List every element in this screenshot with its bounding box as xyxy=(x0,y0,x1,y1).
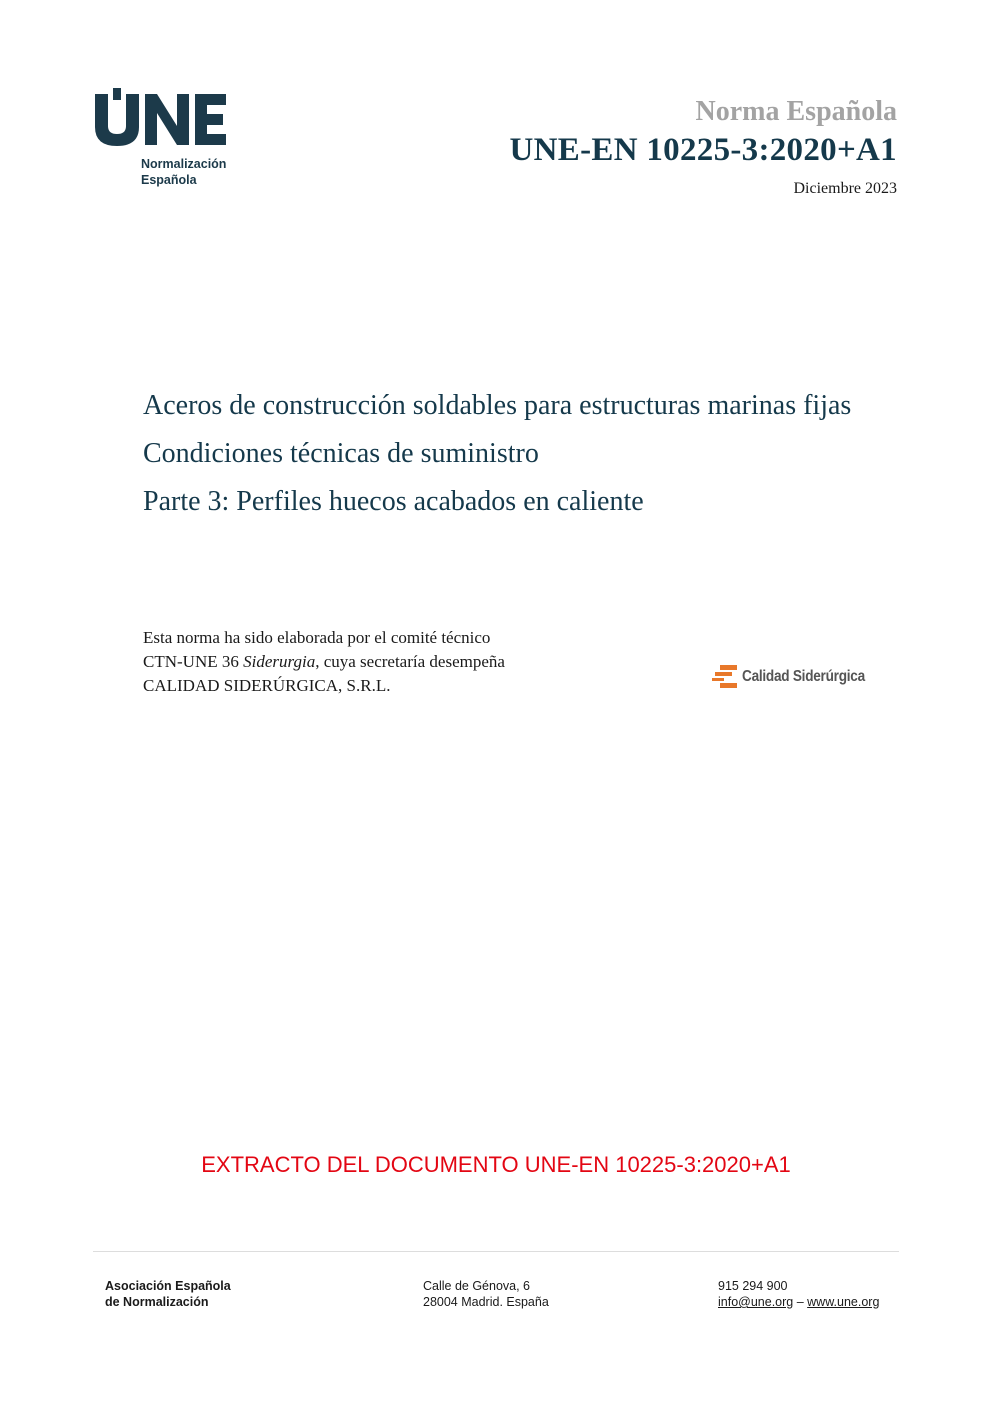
logo-subtitle-2: Española xyxy=(141,173,197,187)
document-header xyxy=(510,96,897,198)
calidad-siderurgica-text: Calidad Siderúrgica xyxy=(742,668,865,685)
committee-name: Siderurgia xyxy=(243,652,316,671)
footer-organization xyxy=(105,1278,231,1310)
title-part: Parte 3: Perfiles huecos acabados en caliente xyxy=(143,486,644,517)
footer-contact xyxy=(718,1278,879,1310)
document-titles xyxy=(143,388,903,532)
committee-line-2-rest: , cuya secretaría desempeña xyxy=(315,652,505,671)
standard-code: UNE-EN 10225-3:2020+A1 xyxy=(509,132,897,168)
logo-subtitle-1: Normalización xyxy=(141,157,227,171)
committee-line-3: CALIDAD SIDERÚRGICA, S.R.L. xyxy=(143,676,391,695)
footer-address-line-2: 28004 Madrid. España xyxy=(423,1295,549,1309)
committee-line-1: Esta norma ha sido elaborada por el comité técnico xyxy=(143,628,491,647)
website-link[interactable]: www.une.org xyxy=(807,1295,880,1309)
footer-org-line-1: Asociación Española xyxy=(105,1279,231,1293)
title-main: Aceros de construcción soldables para estructuras marinas fijas xyxy=(143,390,852,421)
footer-links xyxy=(718,1294,879,1310)
committee-statement xyxy=(143,626,623,698)
publication-date: Diciembre 2023 xyxy=(793,180,897,197)
une-logo-mark xyxy=(93,88,228,148)
une-logo xyxy=(93,88,243,188)
footer-divider xyxy=(93,1251,899,1252)
extract-notice: EXTRACTO DEL DOCUMENTO UNE-EN 10225-3:2020+A1 xyxy=(201,1152,791,1177)
committee-line-2 xyxy=(143,650,623,674)
footer-address-line-1: Calle de Génova, 6 xyxy=(423,1279,531,1293)
calidad-siderurgica-logo xyxy=(712,664,887,690)
norma-label: Norma Española xyxy=(695,96,897,127)
email-link[interactable]: info@une.org xyxy=(718,1295,794,1309)
footer-phone: 915 294 900 xyxy=(718,1279,788,1293)
title-sub: Condiciones técnicas de suministro xyxy=(143,438,539,469)
footer-separator: – xyxy=(793,1295,808,1309)
committee-code: CTN-UNE 36 xyxy=(143,652,244,671)
footer-org-line-2: de Normalización xyxy=(105,1295,209,1309)
footer-address xyxy=(423,1278,549,1310)
calidad-siderurgica-mark-icon xyxy=(712,664,738,690)
